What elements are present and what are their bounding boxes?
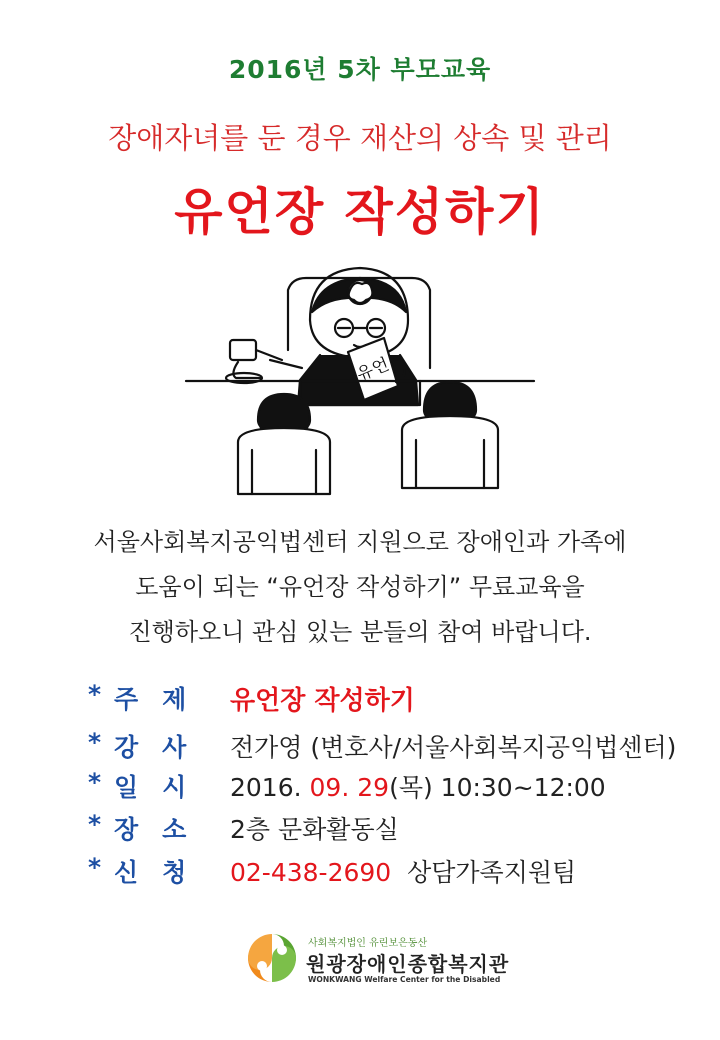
org-english-name: WONKWANG Welfare Center for the Disabled: [308, 975, 501, 984]
detail-place: [88, 810, 708, 846]
apply-label: 신청: [114, 858, 211, 887]
lecturer-label: 강사: [114, 733, 211, 762]
lecturer-value: 전가영 (변호사/서울사회복지공익법센터): [230, 733, 677, 762]
bullet-asterisk: *: [88, 810, 102, 839]
detail-apply: [88, 853, 708, 889]
detail-topic: [88, 680, 708, 716]
topic-value: 유언장 작성하기: [230, 686, 415, 716]
detail-datetime: [88, 768, 708, 804]
intro-line-1: 서울사회복지공익법센터 지원으로 장애인과 가족에: [93, 528, 627, 556]
place-label: 장소: [114, 815, 211, 844]
date-month-day: 09. 29: [309, 773, 390, 802]
main-title: 유언장 작성하기: [174, 183, 546, 241]
bullet-asterisk: *: [88, 680, 102, 709]
apply-value: [230, 853, 576, 889]
judge-illustration: [180, 250, 540, 500]
detail-lecturer: [88, 728, 708, 764]
datetime-label: 일시: [114, 773, 211, 802]
org-foundation: 사회복지법인 유린보은동산: [308, 938, 428, 949]
will-paper-text: 유언: [354, 354, 392, 386]
apply-team: 상담가족지원팀: [407, 858, 577, 887]
topic-label: 주제: [114, 685, 211, 714]
place-value: 2층 문화활동실: [230, 815, 399, 844]
org-name: 원광장애인종합복지관: [306, 952, 510, 976]
apply-phone: 02-438-2690: [230, 858, 392, 887]
datetime-value: [230, 768, 606, 804]
event-title: 2016년 5차 부모교육: [228, 55, 492, 84]
date-year: 2016.: [230, 773, 310, 802]
bullet-asterisk: *: [88, 728, 102, 757]
intro-line-2: 도움이 되는 “유언장 작성하기” 무료교육을: [135, 573, 585, 601]
bullet-asterisk: *: [88, 853, 102, 882]
date-time: (목) 10:30~12:00: [389, 773, 606, 802]
intro-line-3: 진행하오니 관심 있는 분들의 참여 바랍니다.: [128, 618, 592, 646]
bullet-asterisk: *: [88, 768, 102, 797]
wonkwang-logo-icon: [246, 932, 298, 984]
subtitle: 장애자녀를 둔 경우 재산의 상속 및 관리: [108, 121, 612, 155]
